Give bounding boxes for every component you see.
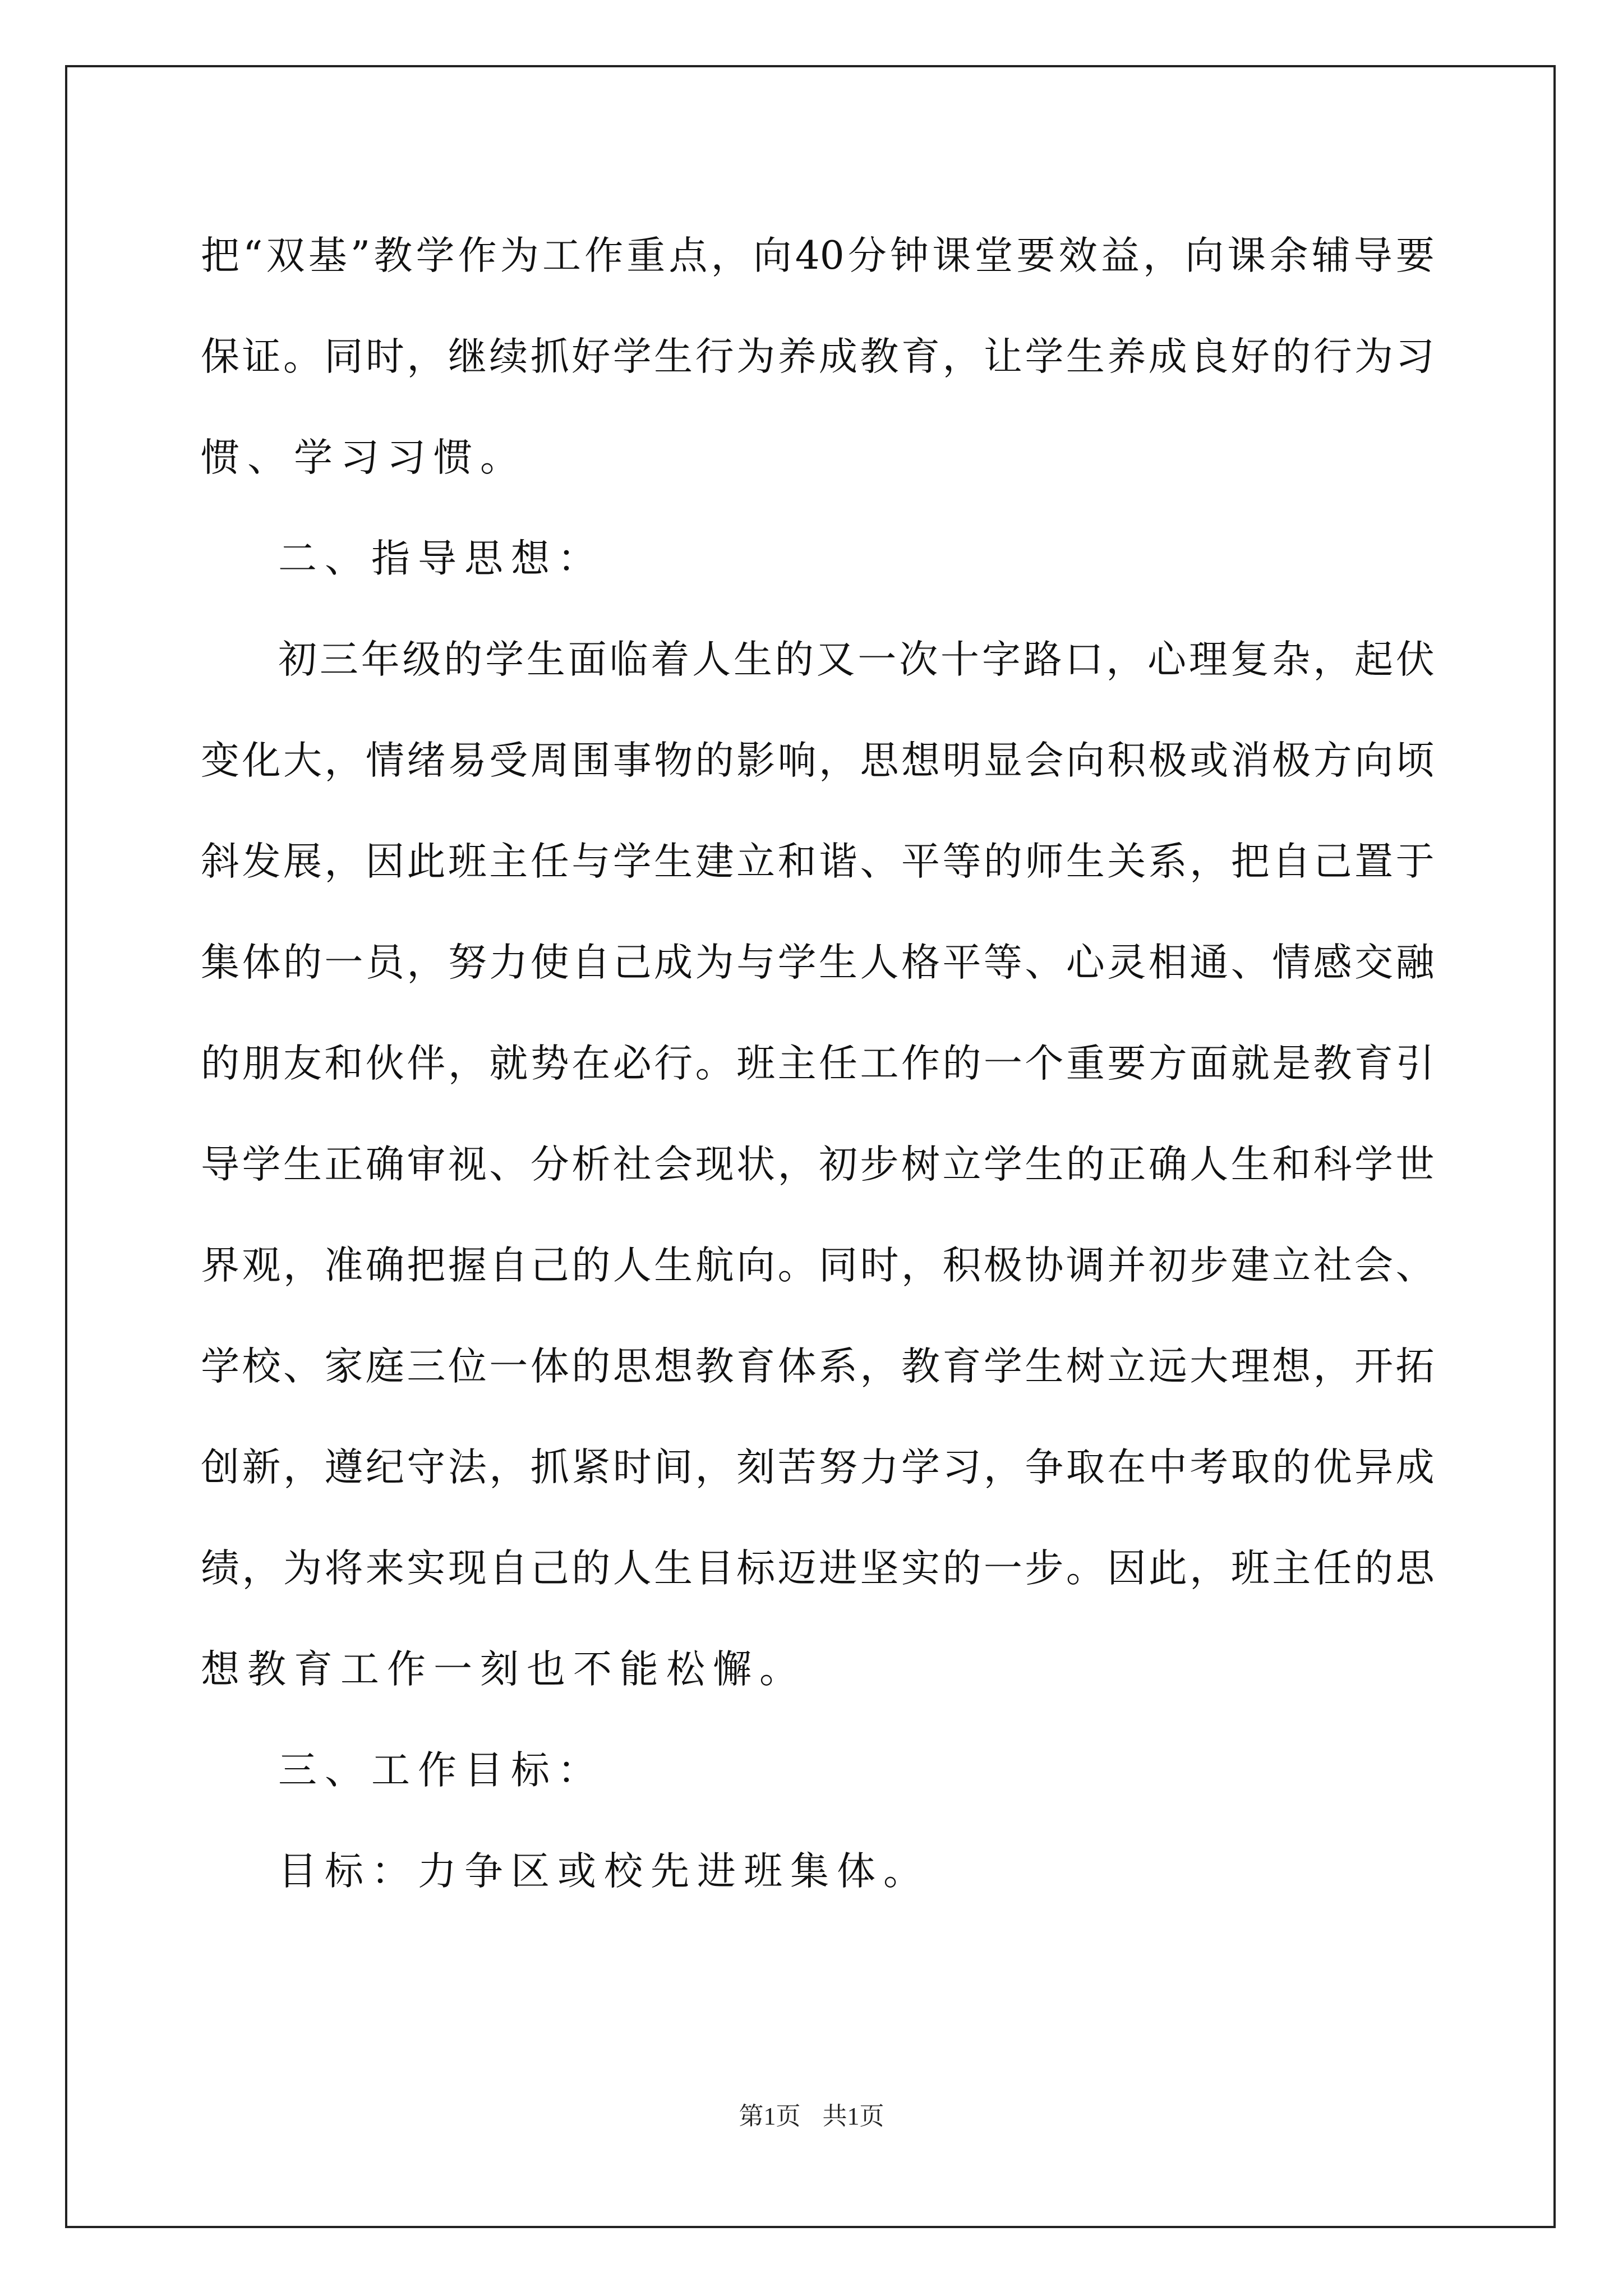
goal-line: 目标：力争区或校先进班集体。 [278,1849,930,1894]
paragraph-line: 的 朋 友 和 伙 伴 ， 就 势 在 必 行 。 班 主 任 工 作 的 一 个 重 要 方 面 就 是 教 育 引 [201,1041,1435,1086]
paragraph-line: 初 三 年 级 的 学 生 面 临 着 人 生 的 又 一 次 十 字 路 口 ， 心 理 复 杂 ， 起 伏 [278,637,1435,682]
page-number-total: 共1页 [822,2102,884,2130]
section-heading: 二、指导思想： [278,536,604,581]
paragraph-line: 惯、学习习惯。 [201,435,527,480]
paragraph-line: 导 学 生 正 确 审 视 、 分 析 社 会 现 状 ， 初 步 树 立 学 生 的 正 确 人 生 和 科 学 世 [201,1142,1435,1187]
paragraph-line: 集 体 的 一 员 ， 努 力 使 自 己 成 为 与 学 生 人 格 平 等 、 心 灵 相 通 、 情 感 交 融 [201,940,1435,985]
paragraph-line: 学 校 、 家 庭 三 位 一 体 的 思 想 教 育 体 系 ， 教 育 学 生 树 立 远 大 理 想 ， 开 拓 [201,1344,1435,1389]
paragraph-line: 斜 发 展 ， 因 此 班 主 任 与 学 生 建 立 和 谐 、 平 等 的 师 生 关 系 ， 把 自 己 置 于 [201,839,1435,884]
paragraph-line: 保 证 。 同 时 ， 继 续 抓 好 学 生 行 为 养 成 教 育 ， 让 学 生 养 成 良 好 的 行 为 习 [201,334,1435,379]
paragraph-line: 把 “ 双 基 ” 教 学 作 为 工 作 重 点 ， 向 40 分 钟 课 堂 要 效 益 ， 向 课 余 辅 导 要 [201,233,1435,278]
paragraph-line: 创 新 ， 遵 纪 守 法 ， 抓 紧 时 间 ， 刻 苦 努 力 学 习 ， 争 取 在 中 考 取 的 优 异 成 [201,1445,1435,1490]
paragraph-line: 变 化 大 ， 情 绪 易 受 周 围 事 物 的 影 响 ， 思 想 明 显 会 向 积 极 或 消 极 方 向 顷 [201,738,1435,783]
page-number-current: 第1页 [739,2102,801,2130]
paragraph-line: 绩 ， 为 将 来 实 现 自 己 的 人 生 目 标 迈 进 坚 实 的 一 步 。 因 此 ， 班 主 任 的 思 [201,1546,1435,1591]
paragraph-line: 想教育工作一刻也不能松懈。 [201,1647,806,1692]
paragraph-line: 界 观 ， 准 确 把 握 自 己 的 人 生 航 向 。 同 时 ， 积 极 协 调 并 初 步 建 立 社 会 、 [201,1243,1435,1288]
section-heading: 三、工作目标： [278,1748,604,1793]
page-footer [0,2100,1623,2133]
